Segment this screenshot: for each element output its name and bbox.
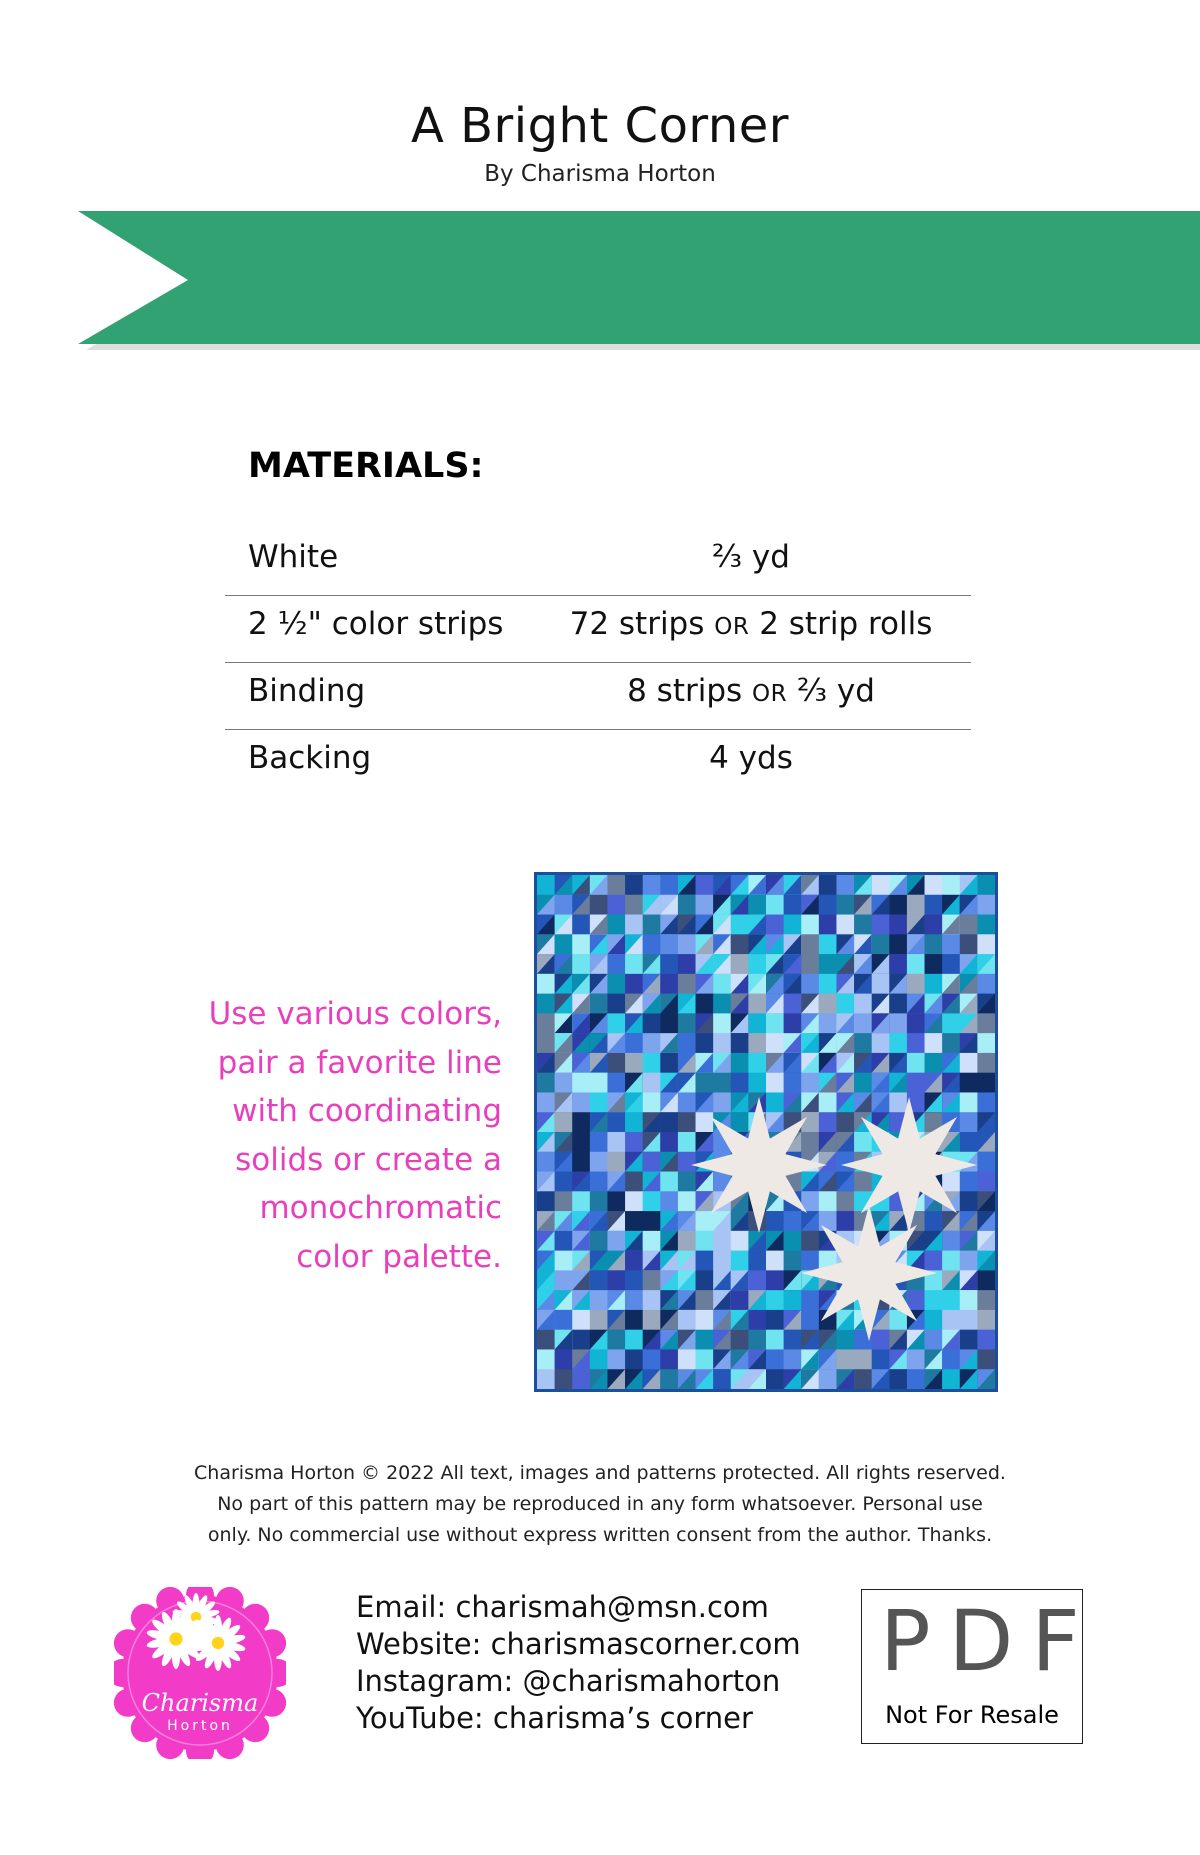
website-text: Website: charismascorner.com (356, 1627, 801, 1661)
instagram-text: Instagram: @charismahorton (356, 1664, 781, 1698)
pdf-label: PDF (880, 1592, 1098, 1690)
materials-table (225, 529, 971, 797)
material-amount: 4 yds (709, 740, 793, 776)
materials-row-backing (225, 730, 971, 797)
svg-text:Charisma: Charisma (141, 1689, 259, 1717)
materials-row-binding (225, 663, 971, 730)
quilt-illustration (534, 872, 998, 1392)
charisma-horton-logo (114, 1587, 286, 1759)
material-name: Backing (248, 740, 372, 776)
material-name: Binding (248, 673, 366, 709)
green-ribbon-banner (0, 208, 1200, 352)
author-byline: By Charisma Horton (484, 161, 716, 187)
pdf-not-for-resale-stamp (861, 1589, 1098, 1744)
copyright-notice: Charisma Horton © 2022 All text, images and patterns protected. All rights reserved. No part of this pattern may be reproduced in any form whatsoever. Personal use only. No commercial use without express written consent from the author. Thanks. (194, 1462, 1006, 1546)
ribbon-shape (78, 211, 1200, 344)
page-title: A Bright Corner (410, 98, 790, 154)
not-for-resale-label: Not For Resale (885, 1701, 1059, 1729)
material-amount: 72 strips OR 2 strip rolls (569, 606, 933, 642)
material-name: 2 ½" color strips (248, 606, 504, 642)
material-amount: ⅔ yd (712, 539, 790, 575)
material-amount: 8 strips OR ⅔ yd (627, 673, 875, 709)
email-text: Email: charismah@msn.com (356, 1590, 769, 1624)
contact-info (356, 1589, 801, 1737)
youtube-text: YouTube: charisma’s corner (356, 1701, 753, 1735)
color-suggestion-note: Use various colors, pair a favorite line with coordinating solids or create a monochromatic color palette. (208, 996, 502, 1275)
materials-heading: MATERIALS: (248, 446, 484, 486)
svg-text:Horton: Horton (167, 1718, 233, 1734)
materials-row-white (225, 529, 971, 596)
materials-row-color-strips (225, 596, 971, 663)
material-name: White (248, 539, 339, 575)
